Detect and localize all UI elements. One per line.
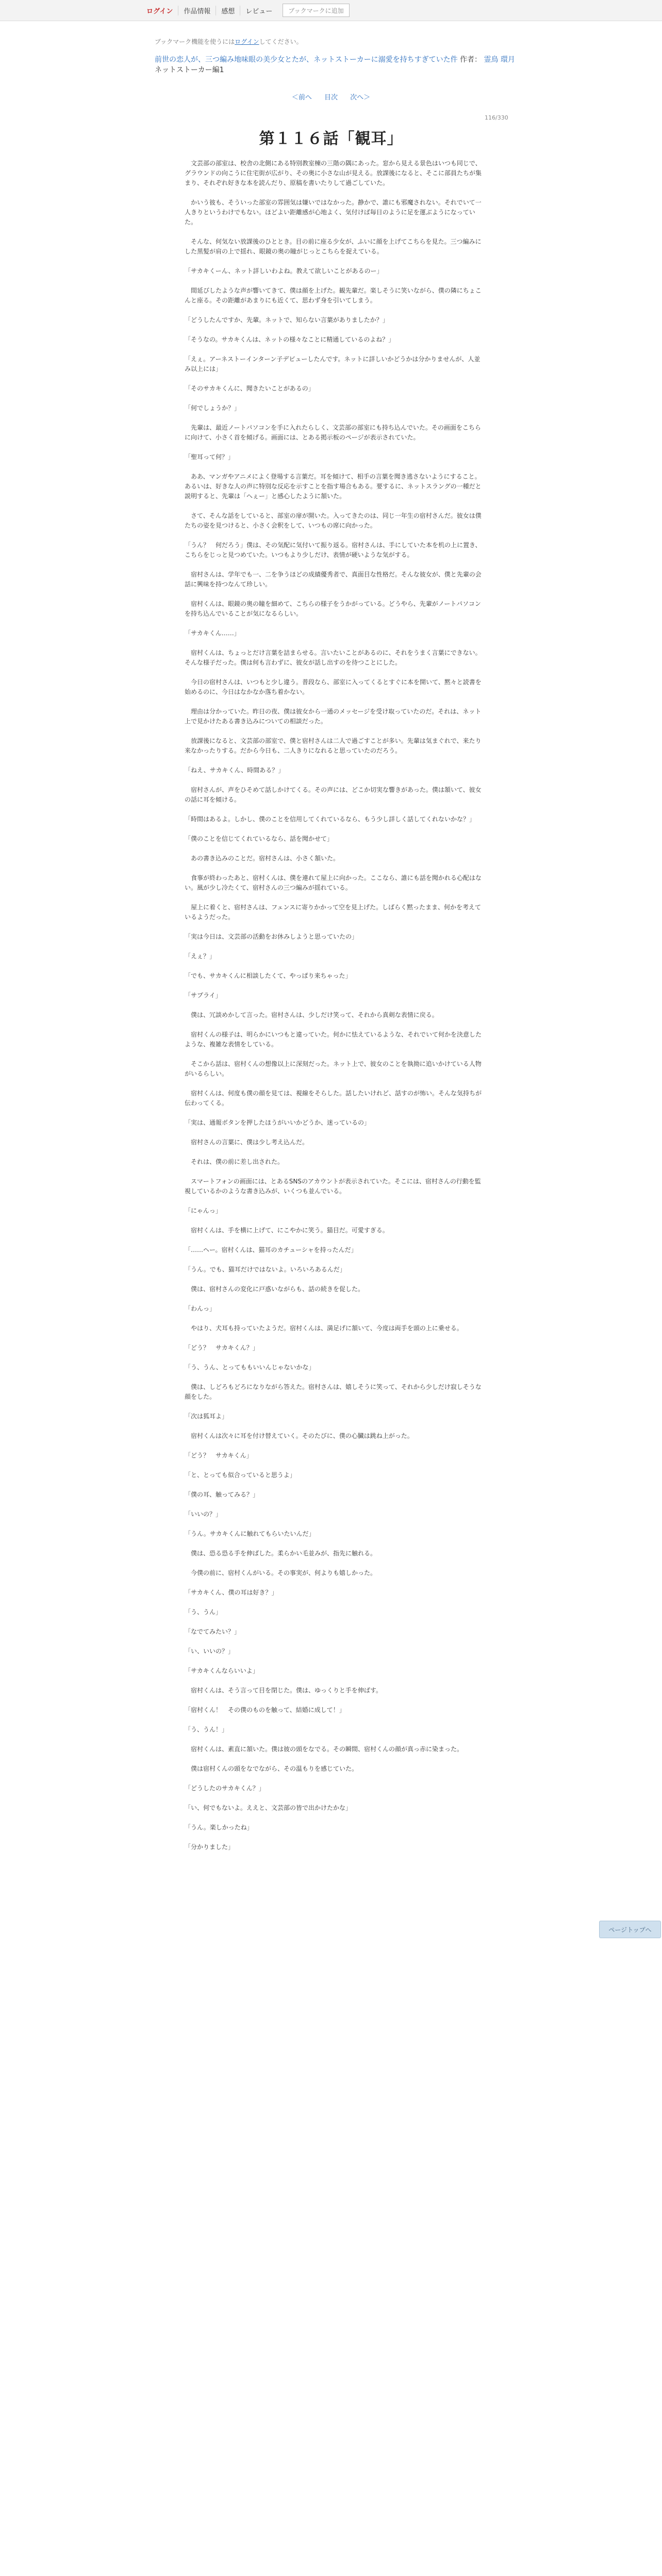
body-paragraph: 「サカキくんならいいよ」	[185, 1667, 259, 1674]
body-paragraph: 「僕の耳、触ってみる？」	[185, 1491, 259, 1498]
body-paragraph: そんな、何気ない放課後のひととき。目の前に座る少女が、ふいに顔を上げてこちらを見た。三つ編みにした黒髪が肩の上で揺れ、眼鏡の奥の瞳がじっとこちらを捉えている。	[185, 238, 482, 255]
body-paragraph: 「サカキくん……」	[185, 630, 240, 637]
body-paragraph: 「えぇ？」	[185, 953, 216, 960]
body-paragraph: スマートフォンの画面には、とあるSNSのアカウントが表示されていた。そこには、宿村さんの行動を監視しているかのような書き込みが、いくつも並んでいる。	[185, 1178, 481, 1195]
body-paragraph: 「わんっ」	[185, 1305, 216, 1312]
notice-login-link[interactable]: ログイン	[235, 38, 259, 45]
body-paragraph: 「実は今日は、文芸部の活動をお休みしようと思っていたの」	[185, 933, 358, 940]
novel-title-link[interactable]: 前世の恋人が、三つ編み地味眼の美少女とたが、ネットストーカーに溺愛を持ちすぎていた件	[155, 56, 458, 64]
body-paragraph: 間延びしたような声が響いてきて、僕は顔を上げた。観先輩だ。楽しそうに笑いながら、僕の隣にちょこんと座る。その距離があまりにも近くて、思わず身を引いてしまう。	[185, 287, 482, 304]
body-paragraph: 「どう？ サカキくん？」	[185, 1344, 259, 1351]
login-link[interactable]: ログイン	[146, 7, 173, 15]
body-paragraph: 理由は分かっていた。昨日の夜、僕は彼女から一通のメッセージを受け取っていたのだ。それは、ネット上で見かけたある書き込みについての相談だった。	[185, 708, 482, 725]
body-paragraph: 「聖耳って何？」	[185, 453, 235, 461]
body-paragraph: 「うん。でも、猫耳だけではないよ。いろいろあるんだ」	[185, 1266, 346, 1273]
body-paragraph: 「と、とっても似合っていると思うよ」	[185, 1471, 296, 1479]
body-paragraph: あの書き込みのことだ。宿村さんは、小さく頷いた。	[185, 855, 340, 862]
body-paragraph: 「実は、通報ボタンを押したほうがいいかどうか、迷っているの」	[185, 1119, 371, 1126]
body-paragraph: 食事が終わったあと、宿村くんは、僕を連れて屋上に向かった。ここなら、誰にも話を聞かれる心配はない。風が少し冷たくて、宿村さんの三つ編みが揺れている。	[185, 874, 482, 891]
body-paragraph: 宿村さんは、学年でも一、二を争うほどの成績優秀者で、真面目な性格だ。そんな彼女が、僕と先輩の会話に興味を持つなんて珍しい。	[185, 571, 482, 588]
body-paragraph: そこから話は、宿村くんの想像以上に深刻だった。ネット上で、彼女のことを執拗に追いかけている人物がいるらしい。	[185, 1060, 482, 1077]
body-paragraph: 「い、何でもないよ。ええと、文芸部の皆で出かけたかな」	[185, 1804, 352, 1811]
novel-subtitle: ネットストーカー編1	[155, 66, 224, 74]
body-paragraph: 「僕のことを信じてくれているなら、話を聞かせて」	[185, 835, 334, 842]
body-paragraph: 宿村くんは、そう言って目を閉じた。僕は、ゆっくりと手を伸ばす。	[185, 1687, 382, 1694]
body-paragraph: 「サプライ」	[185, 992, 222, 999]
nav-reviews[interactable]: 感想	[216, 6, 240, 15]
body-paragraph: さて、そんな話をしていると、部室の扉が開いた。入ってきたのは、同じ一年生の宿村さんだ。彼女は僕たちの姿を見つけると、小さく会釈をして、いつもの席に向かった。	[185, 512, 482, 529]
body-paragraph: 「ねえ、サカキくん、時間ある？」	[185, 767, 285, 774]
novel-header	[155, 55, 516, 75]
body-paragraph: 「どうしたのサカキくん？」	[185, 1785, 265, 1792]
body-paragraph: ああ、マンガやアニメによく登場する言葉だ。耳を傾けて、相手の言葉を聞き逃さないようにすること。あるいは、好きな人の声に特別な反応を示すことを指す場合もある。要するに、ネットスラングの一種だと説明すると、先輩は「へぇー」と感心したように頷いた。	[185, 473, 482, 500]
body-paragraph: 「宿村くん！ その僕のものを触って、結婚に成して！」	[185, 1706, 345, 1714]
body-paragraph: 「サカキくーん、ネット詳しいわよね。教えて欲しいことがあるのー」	[185, 267, 383, 275]
nav-work-info[interactable]: 作品情報	[178, 6, 216, 15]
body-paragraph: 「そうなの。サカキくんは、ネットの様々なことに精通しているのよね？」	[185, 336, 395, 343]
body-paragraph: 僕は、しどろもどろになりながら答えた。宿村さんは、嬉しそうに笑って、それから少しだけ寂しそうな顔をした。	[185, 1383, 482, 1400]
top-navigation-bar	[0, 0, 662, 21]
body-paragraph: 僕は、恐る恐る手を伸ばした。柔らかい毛並みが、指先に触れる。	[185, 1550, 377, 1557]
body-paragraph: 今日の宿村さんは、いつもと少し違う。普段なら、部室に入ってくるとすぐに本を開いて、黙々と読書を始めるのに、今日はなかなか落ち着かない。	[185, 679, 482, 696]
nav-recommend[interactable]: レビュー	[240, 6, 277, 15]
body-paragraph: 「そのサカキくんに、聞きたいことがあるの」	[185, 385, 315, 392]
body-paragraph: 「にゃんっ」	[185, 1207, 222, 1214]
body-paragraph: 宿村さんが、声をひそめて話しかけてくる。その声には、どこか切実な響きがあった。僕は頷いて、彼女の話に耳を傾ける。	[185, 786, 482, 803]
body-paragraph: 宿村さんの言葉に、僕は少し考え込んだ。	[185, 1139, 309, 1146]
body-paragraph: 「えぇ。アーネストーインターン子デビューしたんです。ネットに詳しいかどうかは分かりませんが、人並み以上には」	[185, 355, 481, 372]
body-paragraph: やはり、犬耳も持っていたようだ。宿村くんは、満足げに頷いて、今度は両手を頭の上に乗せる。	[185, 1325, 463, 1332]
body-paragraph: 僕は宿村くんの頭をなでながら、その温もりを感じていた。	[185, 1765, 358, 1772]
bookmark-add-button[interactable]: ブックマークに追加	[283, 4, 349, 17]
body-paragraph: 「サカキくん、僕の耳は好き？」	[185, 1589, 278, 1596]
body-paragraph: 宿村くんは、手を横に上げて、にこやかに笑う。猫目だ。可愛すぎる。	[185, 1227, 389, 1234]
author-label: 作者：	[460, 56, 482, 64]
chapter-body	[185, 159, 485, 1862]
author-link[interactable]: 霊鳥 環月	[484, 56, 515, 64]
body-paragraph: 「う、うん」	[185, 1608, 222, 1616]
chapter-title: 第１１６話「観耳」	[259, 130, 403, 148]
body-paragraph: 「う、うん！」	[185, 1726, 228, 1733]
body-paragraph: 宿村くんは、ちょっとだけ言葉を詰まらせる。言いたいことがあるのに、それをうまく言葉にできない。そんな様子だった。僕は何も言わずに、彼女が話し出すのを待つことにした。	[185, 649, 482, 666]
prev-chapter-link[interactable]: ＜前へ	[291, 94, 312, 101]
body-paragraph: 「どう？ サカキくん」	[185, 1452, 253, 1459]
body-paragraph: 僕は、宿村さんの変化に戸惑いながらも、話の続きを促した。	[185, 1285, 365, 1293]
body-paragraph: 「いいの？」	[185, 1511, 222, 1518]
body-paragraph: 「……ヘー。宿村くんは、猫耳のカチューシャを持ったんだ」	[185, 1246, 357, 1253]
body-paragraph: 「うん。楽しかったね」	[185, 1824, 253, 1831]
body-paragraph: 放課後になると、文芸部の部室で、僕と宿村さんは二人で過ごすことが多い。先輩は気まぐれで、来たり来なかったりする。だから今日も、二人きりになれると思っていたのだろう。	[185, 737, 482, 754]
body-paragraph: 「何でしょうか？」	[185, 404, 241, 412]
body-paragraph: 「どうしたんですか、先輩。ネットで、知らない言葉がありましたか？」	[185, 316, 389, 324]
top-navigation-items	[141, 0, 350, 21]
notice-text-before: ブックマーク機能を使うには	[155, 38, 235, 45]
notice-text-after: してください。	[259, 38, 303, 45]
body-paragraph: 「次は狐耳よ」	[185, 1413, 228, 1420]
body-paragraph: 「分かりました」	[185, 1843, 235, 1851]
body-paragraph: 宿村くんの様子は、明らかにいつもと違っていた。何かに怯えているような、それでいて何かを決意したような、複雑な表情をしている。	[185, 1031, 482, 1048]
body-paragraph: 先輩は、最近ノートパソコンを手に入れたらしく、文芸部の部室にも持ち込んでいた。その画面をこちらに向けて、小さく首を傾げる。画面には、とある掲示板のページが表示されていた。	[185, 424, 481, 441]
body-paragraph: 「でも、サカキくんに相談したくて、やっぱり来ちゃった」	[185, 972, 352, 979]
chapter-pager	[0, 92, 662, 101]
page-top-button[interactable]: ページトップへ	[599, 1921, 661, 1938]
body-paragraph: 「なでてみたい？」	[185, 1628, 241, 1635]
body-paragraph: 宿村くんは、眼鏡の奥の瞳を細めて、こちらの様子をうかがっている。どうやら、先輩がノートパソコンを持ち込んでいることが気になるらしい。	[185, 600, 481, 617]
body-paragraph: 「い、いいの？」	[185, 1648, 235, 1655]
body-paragraph: それは、僕の前に差し出された。	[185, 1158, 284, 1165]
table-of-contents-link[interactable]: 目次	[324, 94, 338, 101]
body-paragraph: 宿村くんは、素直に頷いた。僕は彼の頭をなでる。その瞬間、宿村くんの顔が真っ赤に染まった。	[185, 1745, 464, 1753]
body-paragraph: 「うん？ 何だろう」僕は、その気配に気付いて振り返る。宿村さんは、手にしていた本を机の上に置き、こちらをじっと見つめていた。いつもより少しだけ、表情が硬いような気がする。	[185, 541, 482, 558]
body-paragraph: 「時間はあるよ。しかし、僕のことを信用してくれているなら、もう少し詳しく話してくれないかな？」	[185, 816, 476, 823]
body-paragraph: 「う、うん、とってももいいんじゃないかな」	[185, 1364, 315, 1371]
next-chapter-link[interactable]: 次へ＞	[350, 94, 371, 101]
body-paragraph: 屋上に着くと、宿村さんは、フェンスに寄りかかって空を見上げた。しばらく黙ったまま、何かを考えているようだった。	[185, 904, 482, 921]
body-paragraph: かいう彼も、そういった部室の雰囲気は嫌いではなかった。静かで、誰にも邪魔されない。それでいて一人きりというわけでもない。ほどよい距離感が心地よく、気付けば毎日のように足を運ぶようになっていた。	[185, 199, 482, 226]
body-paragraph: 宿村くんは、何度も僕の顔を見ては、視線をそらした。話したいけれど、話すのが怖い。そんな気持ちが伝わってくる。	[185, 1090, 482, 1107]
body-paragraph: 「うん。サカキくんに触れてもらいたいんだ」	[185, 1530, 315, 1537]
chapter-counter: 116/330	[485, 114, 508, 121]
body-paragraph: 僕は、冗談めかして言った。宿村さんは、少しだけ笑って、それから真剣な表情に戻る。	[185, 1011, 438, 1019]
body-paragraph: 今僕の前に、宿村くんがいる。その事実が、何よりも嬉しかった。	[185, 1569, 377, 1577]
body-paragraph: 宿村くんは次々に耳を付け替えていく。そのたびに、僕の心臓は跳ね上がった。	[185, 1432, 413, 1439]
login-notice	[155, 37, 516, 46]
body-paragraph: 文芸部の部室は、校舎の北側にある特別教室棟の三階の隅にあった。窓から見える景色はいつも同じで、グラウンドの向こうに住宅街が広がり、その奥に小さな山が見える。放課後になると、そこに部員たちが集まり、それぞれ好きな本を読んだり、原稿を書いたりして過ごしていた。	[185, 160, 482, 187]
